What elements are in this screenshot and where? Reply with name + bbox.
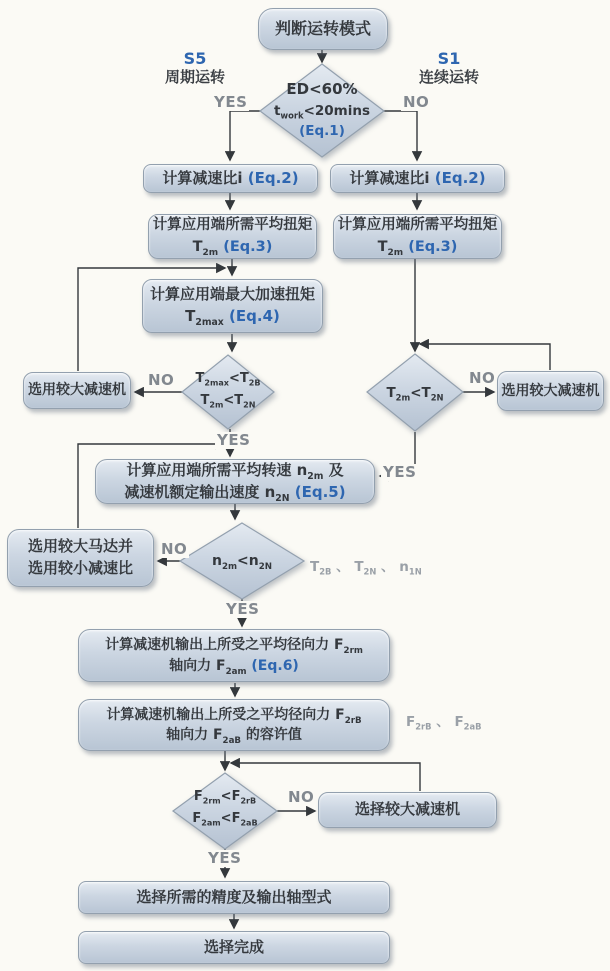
step-line: 计算减速机输出上所受之平均径向力 $F_{2rB}$ [106,706,362,726]
step-calc-force-limit [78,699,390,751]
step-line: 计算应用端所需平均转速 $n_{2m}$ 及 [126,460,344,482]
connector [230,111,260,160]
step-line: 选择较大减速机 [354,800,460,819]
step-calc-avg-torque-left [148,214,317,259]
step-line: 计算减速比i (Eq.2) [349,168,486,187]
step-line: $T_{2m}$ (Eq.3) [192,238,273,258]
connector [384,111,417,160]
step-line: 选用较大减速机 [28,382,126,399]
step-line: 轴向力 $F_{2aB}$ 的容许值 [166,727,302,746]
step-line: 选用较小减速比 [27,559,133,577]
eq-ref: (Eq.6) [251,657,299,674]
step-line: 选择完成 [203,937,264,956]
eq-ref: (Eq.4) [229,307,280,325]
mode-desc-s1: 连续运转 [418,67,479,86]
step-line: 计算应用端所需平均扭矩 [337,217,498,234]
mode-desc-s5: 周期运转 [164,67,225,86]
eq-ref: (Eq.5) [294,482,346,501]
step-determine-mode [258,8,388,50]
eq-ref: (Eq.3) [223,238,273,255]
decision-duty-cycle [262,78,382,141]
step-line: $T_{2m}$ (Eq.3) [377,238,458,258]
yes-label-force: YES [208,849,242,867]
no-label-torque-left: NO [148,371,175,389]
decision-line: $T_{2m}<T_{2N}$ [200,393,256,410]
decision-speed [182,551,302,572]
step-line: 减速机额定输出速度 $n_{2N}$ (Eq.5) [124,482,346,504]
decision-line: ED<60% [286,80,358,98]
connector [420,344,550,370]
step-select-precision [78,881,390,914]
step-line: 轴向力 $F_{2am}$ (Eq.6) [169,657,299,677]
label-mode-s1 [414,50,484,87]
decision-force [167,786,283,830]
decision-torque-left [176,368,280,412]
decision-line: $T_{2max}<T_{2B}$ [195,371,261,388]
step-bigger-reducer-left [23,372,131,409]
step-calc-ratio-left [143,164,318,193]
step-line: 计算减速比i (Eq.2) [162,168,299,187]
yes-label-duty: YES [214,93,248,111]
step-line: 判断运转模式 [274,19,371,39]
step-line: $T_{2max}$ (Eq.4) [185,307,280,328]
decision-line: $F_{2am}<F_{2aB}$ [192,811,258,828]
step-calc-max-torque [142,279,323,333]
step-line: 选用较大马达并 [27,537,133,556]
note-force-limits: $F_{2rB}$ 、 $F_{2aB}$ [406,714,482,732]
step-calc-force [78,629,390,682]
decision-torque-right [367,383,463,403]
step-calc-speed [95,459,375,504]
decision-line: $t_{work}<20\min s$ [273,102,371,121]
step-done [78,931,390,964]
step-bigger-motor [7,529,154,587]
yes-label-torque-left: YES [217,431,251,449]
note-rated-values: $T_{2B}$ 、 $T_{2N}$ 、 $n_{1N}$ [310,559,422,577]
mode-code-s5: S5 [183,49,207,68]
step-line: 计算应用端所需平均扭矩 [152,217,313,234]
eq-ref: (Eq.2) [434,168,486,187]
eq-ref: (Eq.1) [299,122,345,139]
step-line: 计算减速机输出上所受之平均径向力 $F_{2rm}$ [105,637,363,656]
eq-ref: (Eq.2) [247,168,299,187]
yes-label-torque-right: YES [383,463,417,481]
no-label-speed: NO [161,540,188,558]
yes-label-speed: YES [226,600,260,618]
step-line: 选用较大减速机 [501,382,600,399]
step-line: 选择所需的精度及输出轴型式 [136,887,332,906]
decision-line: $F_{2rm}<F_{2rB}$ [193,789,257,806]
step-line: 计算应用端最大加速扭矩 [149,285,315,304]
step-bigger-reducer-right [497,371,604,411]
label-mode-s5 [160,50,230,87]
no-label-duty: NO [403,93,430,111]
eq-ref: (Eq.3) [408,238,458,255]
decision-line: $T_{2m}<T_{2N}$ [386,385,444,403]
decision-line: $n_{2m}<n_{2N}$ [211,553,273,572]
no-label-torque-right: NO [469,369,496,387]
step-bigger-reducer-bottom [318,792,497,828]
no-label-force: NO [288,788,315,806]
step-calc-avg-torque-right [333,214,502,259]
step-calc-ratio-right [330,164,505,193]
mode-code-s1: S1 [437,49,461,68]
